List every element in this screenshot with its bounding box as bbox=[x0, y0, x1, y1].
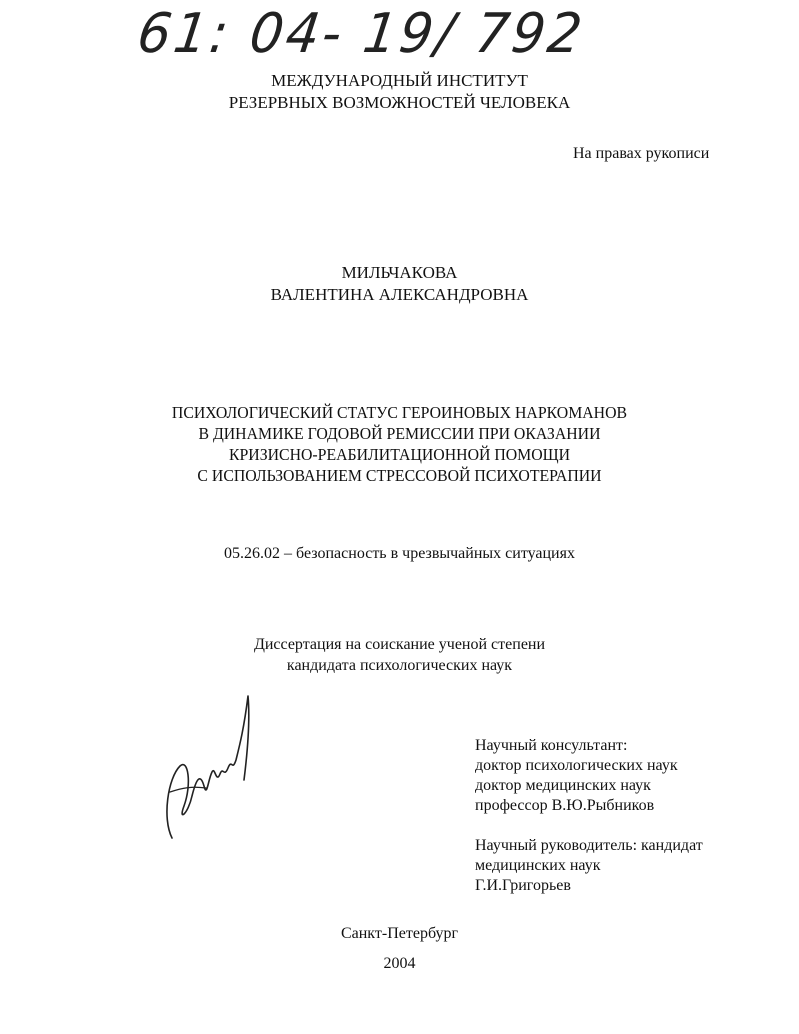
year: 2004 bbox=[383, 955, 416, 972]
author-name: ВАЛЕНТИНА АЛЕКСАНДРОВНА bbox=[270, 285, 529, 304]
consultant-line-2: доктор психологических наук bbox=[475, 757, 678, 774]
institution-line-1: МЕЖДУНАРОДНЫЙ ИНСТИТУТ bbox=[271, 71, 528, 90]
title-line-3: КРИЗИСНО-РЕАБИЛИТАЦИОННОЙ ПОМОЩИ bbox=[228, 445, 571, 464]
author-surname: МИЛЬЧАКОВА bbox=[341, 263, 458, 282]
degree-line-2: кандидата психологических наук bbox=[286, 657, 513, 674]
city: Санкт-Петербург bbox=[340, 925, 459, 942]
title-line-1: ПСИХОЛОГИЧЕСКИЙ СТАТУС ГЕРОИНОВЫХ НАРКОМАНОВ bbox=[171, 403, 628, 422]
consultant-line-3: доктор медицинских наук bbox=[475, 777, 651, 794]
title-line-4: С ИСПОЛЬЗОВАНИЕМ СТРЕССОВОЙ ПСИХОТЕРАПИИ bbox=[197, 466, 602, 485]
supervisor-line-2: медицинских наук bbox=[475, 857, 601, 874]
supervisor-line-1: Научный руководитель: кандидат bbox=[475, 837, 703, 854]
institution-line-2: РЕЗЕРВНЫХ ВОЗМОЖНОСТЕЙ ЧЕЛОВЕКА bbox=[228, 93, 571, 112]
title-line-2: В ДИНАМИКЕ ГОДОВОЙ РЕМИССИИ ПРИ ОКАЗАНИИ bbox=[198, 424, 601, 443]
consultant-line-4: профессор В.Ю.Рыбников bbox=[475, 797, 655, 814]
specialty-code: 05.26.02 – безопасность в чрезвычайных ситуациях bbox=[224, 545, 575, 562]
handwritten-archive-number: 61: 04- 19/ 792 bbox=[133, 2, 589, 66]
supervisor-line-3: Г.И.Григорьев bbox=[475, 877, 571, 894]
manuscript-note: На правах рукописи bbox=[573, 145, 710, 162]
signature bbox=[158, 688, 254, 846]
consultant-line-1: Научный консультант: bbox=[475, 737, 628, 754]
degree-line-1: Диссертация на соискание ученой степени bbox=[253, 636, 546, 653]
